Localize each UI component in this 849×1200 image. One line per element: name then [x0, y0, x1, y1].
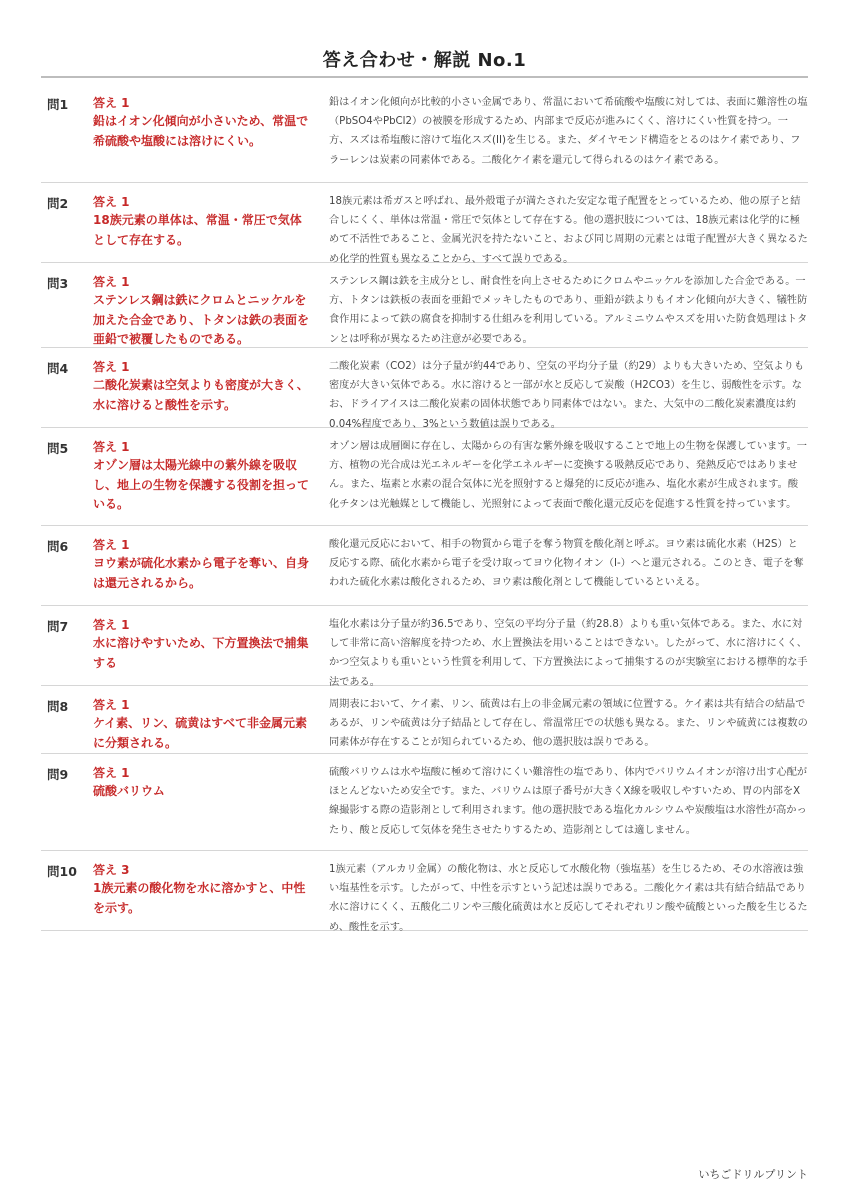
question-number: 問7	[47, 619, 69, 634]
explanation-text: ステンレス鋼は鉄を主成分とし、耐食性を向上させるためにクロムやニッケルを添加した合金である。一方、トタンは鉄板の表面を亜鉛でメッキしたものであり、亜鉛が鉄よりもイオン化傾向が大きく、犠牲防食作用によって鉄の腐食を抑制する仕組みを利用している。アルミニウムやスズを用いた防食処理はトタンとは呼称が異なるため注意が必要である。	[329, 276, 808, 345]
answer-cell	[93, 606, 321, 685]
question-number: 問10	[47, 864, 77, 879]
answer-text: 18族元素の単体は、常温・常圧で気体として存在する。	[93, 213, 302, 247]
answer-list	[41, 84, 808, 931]
answer-text: 1族元素の酸化物を水に溶かすと、中性を示す。	[93, 881, 306, 915]
explanation-text: 18族元素は希ガスと呼ばれ、最外殻電子が満たされた安定な電子配置をとっているため、他の原子と結合しにくく、単体は常温・常圧で気体として存在する。他の選択肢については、18族元素は化学的に極めて不活性であること、金属光沢を持たないこと、および同じ周期の元素とは電子配置が大きく異なるため化学的性質も異なることから、すべて誤りである。	[329, 196, 808, 265]
answer-row	[41, 754, 808, 851]
answer-row	[41, 183, 808, 263]
answer-text: 水に溶けやすいため、下方置換法で捕集する	[93, 636, 309, 670]
answer-label: 答え 1	[93, 360, 130, 374]
answer-row	[41, 851, 808, 931]
question-number: 問6	[47, 539, 69, 554]
question-number: 問8	[47, 699, 69, 714]
explanation-text: 鉛はイオン化傾向が比較的小さい金属であり、常温において希硫酸や塩酸に対しては、表面に難溶性の塩（PbSO4やPbCl2）の被膜を形成するため、内部まで反応が進みにくく、溶けにくい性質を持つ。一方、スズは希塩酸に溶けて塩化スズ(II)を生じる。また、ダイヤモンド構造をとるのはケイ素であり、フラーレンは炭素の同素体である。二酸化ケイ素を還元して得られるのはケイ素である。	[329, 97, 808, 166]
question-number: 問1	[47, 97, 69, 112]
answer-row	[41, 526, 808, 606]
question-number: 問9	[47, 767, 69, 782]
answer-label: 答え 1	[93, 195, 130, 209]
explanation-text: 二酸化炭素（CO2）は分子量が約44であり、空気の平均分子量（約29）よりも大きいため、空気よりも密度が大きい気体である。水に溶けると一部が水と反応して炭酸（H2CO3）を生じ、弱酸性を示す。なお、ドライアイスは二酸化炭素の固体状態であり同素体ではない。また、大気中の二酸化炭素濃度は約0.04%程度であり、3%という数値は誤りである。	[329, 361, 805, 430]
answer-row	[41, 428, 808, 526]
answer-text: 鉛はイオン化傾向が小さいため、常温で希硫酸や塩酸には溶けにくい。	[93, 114, 309, 148]
answer-label: 答え 1	[93, 618, 130, 632]
question-number: 問5	[47, 441, 69, 456]
answer-cell	[93, 84, 321, 182]
answer-row	[41, 84, 808, 183]
footer-brand: いちごドリルプリント	[698, 1168, 808, 1181]
answer-row	[41, 606, 808, 686]
answer-label: 答え 1	[93, 538, 130, 552]
answer-cell	[93, 428, 321, 525]
answer-row	[41, 348, 808, 428]
answer-cell	[93, 263, 321, 347]
answer-text: ケイ素、リン、硫黄はすべて非金属元素に分類される。	[93, 716, 307, 750]
answer-text: オゾン層は太陽光線中の紫外線を吸収し、地上の生物を保護する役割を担っている。	[93, 458, 310, 511]
question-number: 問4	[47, 361, 69, 376]
page-title: 答え合わせ・解説 No.1	[322, 50, 527, 71]
answer-text: ステンレス鋼は鉄にクロムとニッケルを加えた合金であり、トタンは鉄の表面を亜鉛で被覆したものである。	[93, 293, 310, 346]
answer-text: 硫酸バリウム	[93, 784, 165, 798]
explanation-text: 塩化水素は分子量が約36.5であり、空気の平均分子量（約28.8）よりも重い気体である。また、水に対して非常に高い溶解度を持つため、水上置換法を用いることはできない。したがって、水に溶けにくく、かつ空気よりも重いという性質を利用して、下方置換法によって捕集するのが実験室における標準的な手法である。	[329, 619, 808, 688]
answer-cell	[93, 348, 321, 427]
explanation-text: オゾン層は成層圏に存在し、太陽からの有害な紫外線を吸収することで地上の生物を保護しています。一方、植物の光合成は光エネルギーを化学エネルギーに変換する吸熱反応であり、発熱反応ではありません。また、塩素と水素の混合気体に光を照射すると爆発的に反応が進み、塩化水素が生成されます。酸化チタンは光触媒として機能し、光照射によって表面で酸化還元反応を促進する性質を持っています。	[329, 441, 807, 510]
explanation-text: 1族元素（アルカリ金属）の酸化物は、水と反応して水酸化物（強塩基）を生じるため、その水溶液は強い塩基性を示す。したがって、中性を示すという記述は誤りである。二酸化ケイ素は共有結合結晶であり水に溶けにくく、五酸化二リンや三酸化硫黄は水と反応してそれぞれリン酸や硫酸といった酸を生じるため、酸性を示す。	[329, 864, 808, 933]
answer-row	[41, 263, 808, 348]
answer-text: ヨウ素が硫化水素から電子を奪い、自身は還元されるから。	[93, 556, 310, 590]
explanation-text: 硫酸バリウムは水や塩酸に極めて溶けにくい難溶性の塩であり、体内でバリウムイオンが溶け出す心配がほとんどないため安全です。また、バリウムは原子番号が大きくX線を吸収しやすいため、胃の内部をX線撮影する際の造影剤として利用されます。他の選択肢である塩化カルシウムや炭酸塩は水溶性が高かったり、酸と反応して気体を発生させたりするため、造影剤としては適しません。	[329, 767, 808, 836]
answer-label: 答え 3	[93, 863, 130, 877]
answer-cell	[93, 851, 321, 930]
answer-cell	[93, 754, 321, 850]
question-number: 問2	[47, 196, 69, 211]
answer-row	[41, 686, 808, 754]
answer-text: 二酸化炭素は空気よりも密度が大きく、水に溶けると酸性を示す。	[93, 378, 309, 412]
explanation-text: 周期表において、ケイ素、リン、硫黄は右上の非金属元素の領域に位置する。ケイ素は共有結合の結晶であるが、リンや硫黄は分子結晶として存在し、常温常圧での状態も異なる。また、リンや硫黄には複数の同素体が存在することが知られているため、他の選択肢は誤りである。	[329, 699, 808, 749]
answer-label: 答え 1	[93, 440, 130, 454]
explanation-text: 酸化還元反応において、相手の物質から電子を奪う物質を酸化剤と呼ぶ。ヨウ素は硫化水素（H2S）と反応する際、硫化水素から電子を受け取ってヨウ化物イオン（I-）へと還元される。このとき、電子を奪われた硫化水素は酸化されるため、ヨウ素は酸化剤として機能しているといえる。	[329, 539, 804, 589]
question-number: 問3	[47, 276, 69, 291]
answer-label: 答え 1	[93, 96, 130, 110]
answer-label: 答え 1	[93, 275, 130, 289]
answer-label: 答え 1	[93, 698, 130, 712]
answer-cell	[93, 686, 321, 753]
answer-cell	[93, 526, 321, 605]
answer-label: 答え 1	[93, 766, 130, 780]
title-divider	[41, 76, 808, 78]
answer-cell	[93, 183, 321, 262]
